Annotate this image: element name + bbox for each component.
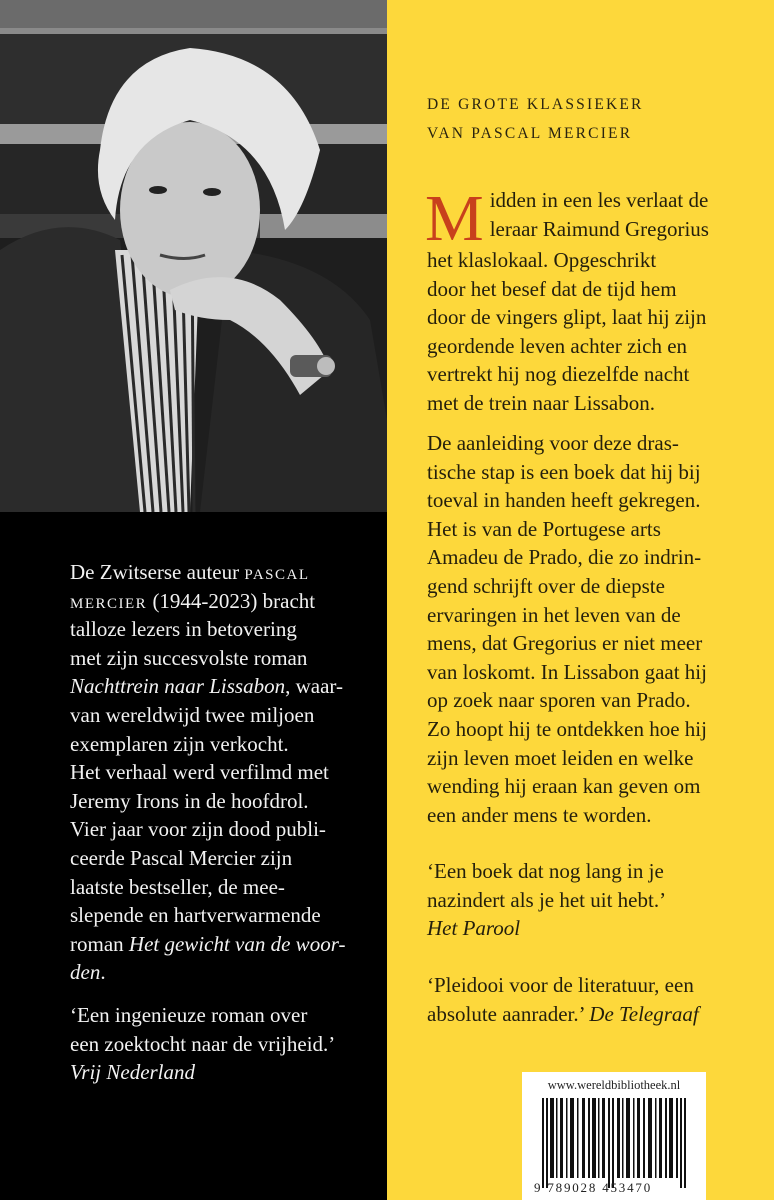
- text-line: Zo hoopt hij te ontdekken hoe hij: [427, 716, 707, 741]
- text-line: mens, dat Gregorius er niet meer: [427, 631, 703, 656]
- text-line: wending hij eraan kan geven om: [427, 774, 701, 799]
- text-line: zijn leven moet leiden en welke: [427, 745, 694, 770]
- text-line: toeval in handen heeft gekregen.: [427, 488, 701, 513]
- synopsis-paragraph-2: [427, 429, 757, 829]
- quote-de-telegraaf: [427, 971, 757, 1028]
- text-line: ceerde Pascal Mercier zijn: [70, 845, 293, 870]
- text-line: van loskomt. In Lissabon gaat hij: [427, 659, 707, 684]
- text-line: met de trein naar Lissabon.: [427, 390, 656, 415]
- quote-source: Het Parool: [427, 916, 521, 941]
- text-line: een ander mens te worden.: [427, 802, 652, 827]
- text-line: door het besef dat de tijd hem: [427, 276, 677, 301]
- kicker-line-1: DE GROTE KLASSIEKER: [427, 96, 644, 113]
- author-photo: [0, 0, 387, 512]
- text-line: gend schrijft over de diepste: [427, 573, 665, 598]
- text-line: met zijn succesvolste roman: [70, 645, 308, 670]
- book-title: Nachttrein naar Lissabon: [70, 674, 286, 699]
- text-line: laatste bestseller, de mee-: [70, 874, 285, 899]
- text-line: exemplaren zijn verkocht.: [70, 731, 289, 756]
- synopsis-paragraph-1: [425, 182, 757, 418]
- text-span: (1944-2023) bracht: [147, 588, 316, 613]
- quote-line: absolute aanrader.’: [427, 1001, 585, 1026]
- text-span: , waar-: [285, 674, 343, 699]
- kicker-line-2: VAN PASCAL MERCIER: [427, 125, 633, 142]
- isbn-digits: 9 789028 453470: [534, 1180, 652, 1195]
- text-line: idden in een les verlaat de: [489, 188, 709, 212]
- text-line: door de vingers glipt, laat hij zijn: [427, 305, 707, 330]
- quote-source: Vrij Nederland: [70, 1060, 196, 1085]
- text-line: slepende en hartverwarmende: [70, 903, 321, 928]
- text-line: Vier jaar voor zijn dood publi-: [70, 817, 326, 842]
- text-line: Het verhaal werd verfilmd met: [70, 760, 329, 785]
- author-name-smallcaps: mercier: [70, 588, 148, 613]
- text-span: roman: [70, 931, 129, 956]
- book-title: den: [70, 960, 101, 985]
- quote-line: ‘Pleidooi voor de literatuur, een: [427, 973, 694, 997]
- text-line: ervaringen in het leven van de: [427, 602, 681, 627]
- quote-source: De Telegraaf: [589, 1001, 699, 1026]
- text-line: Jeremy Irons in de hoofdrol.: [70, 788, 309, 813]
- text-line: van wereldwijd twee miljoen: [70, 702, 315, 727]
- text-line: op zoek naar sporen van Prado.: [427, 688, 691, 713]
- text-line: Het is van de Portugese arts: [427, 516, 661, 541]
- portrait-illustration: [0, 0, 387, 512]
- text-line: vertrekt hij nog diezelfde nacht: [427, 362, 690, 387]
- drop-cap: M: [425, 182, 484, 255]
- author-bio: [70, 558, 380, 987]
- text-line: De aanleiding voor deze dras-: [427, 431, 679, 455]
- quote-line: ‘Een boek dat nog lang in je: [427, 859, 664, 883]
- quote-line: nazindert als je het uit hebt.’: [427, 887, 667, 912]
- author-name-smallcaps: pascal: [244, 560, 310, 584]
- text-span: .: [100, 960, 106, 985]
- quote-het-parool: [427, 857, 757, 943]
- text-line: talloze lezers in betovering: [70, 617, 297, 642]
- text-line: geordende leven achter zich en: [427, 333, 688, 358]
- quote-line: ‘Een ingenieuze roman over: [70, 1003, 308, 1027]
- text-line: Amadeu de Prado, die zo indrin-: [427, 545, 702, 570]
- publisher-url: www.wereldbibliotheek.nl: [547, 1078, 681, 1092]
- barcode-icon: [522, 1098, 702, 1188]
- text-line: tische stap is een boek dat hij bij: [427, 459, 701, 484]
- text-line: het klaslokaal. Opgeschrikt: [427, 248, 657, 272]
- text-line: leraar Raimund Gregorius: [489, 216, 709, 241]
- book-title: Het gewicht van de woor-: [128, 931, 346, 956]
- kicker-heading: [427, 90, 644, 148]
- quote-vrij-nederland: [70, 1001, 380, 1087]
- quote-line: een zoektocht naar de vrijheid.’: [70, 1031, 336, 1056]
- text-span: De Zwitserse auteur: [70, 560, 245, 584]
